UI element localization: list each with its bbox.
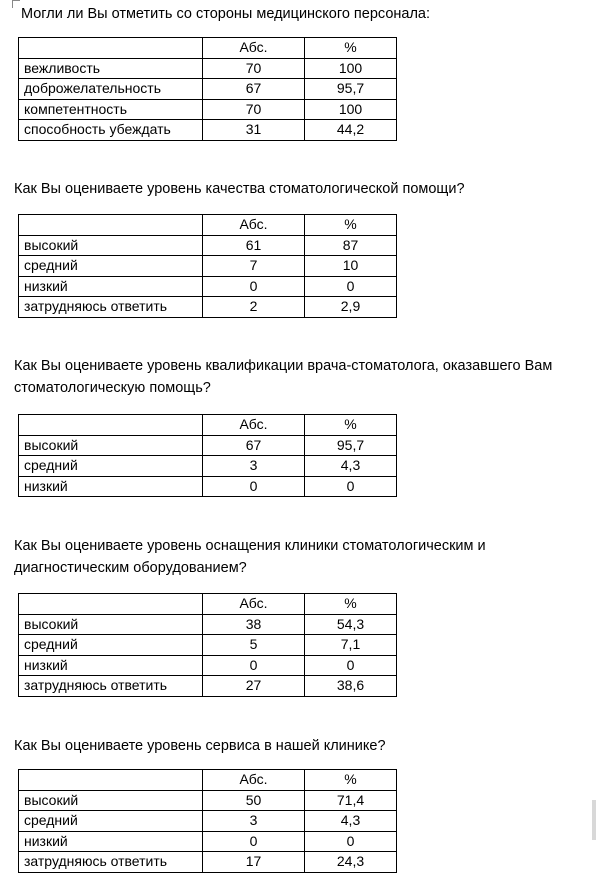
header-abs: Абс.: [203, 415, 305, 436]
row-label: низкий: [19, 276, 203, 297]
row-label: затрудняюсь ответить: [19, 676, 203, 697]
table-header-row: [19, 215, 397, 236]
header-abs: Абс.: [203, 594, 305, 615]
row-label: средний: [19, 811, 203, 832]
table-row: [19, 79, 397, 100]
row-label: высокий: [19, 790, 203, 811]
row-abs: 67: [203, 79, 305, 100]
table-row: [19, 120, 397, 141]
row-abs: 50: [203, 790, 305, 811]
row-label: высокий: [19, 235, 203, 256]
header-pct: %: [305, 594, 397, 615]
row-abs: 0: [203, 276, 305, 297]
table-row: [19, 831, 397, 852]
row-abs: 0: [203, 655, 305, 676]
row-pct: 2,9: [305, 297, 397, 318]
row-abs: 3: [203, 811, 305, 832]
table-row: [19, 99, 397, 120]
corner-mark: [12, 0, 20, 8]
row-pct: 0: [305, 831, 397, 852]
row-label: средний: [19, 635, 203, 656]
header-label-cell: [19, 770, 203, 791]
row-pct: 7,1: [305, 635, 397, 656]
header-label-cell: [19, 38, 203, 59]
row-abs: 67: [203, 435, 305, 456]
table-header-row: [19, 594, 397, 615]
table-row: [19, 456, 397, 477]
row-label: вежливость: [19, 58, 203, 79]
row-pct: 4,3: [305, 456, 397, 477]
question-2: Как Вы оцениваете уровень качества стоматологической помощи?: [14, 181, 465, 197]
table-5: [18, 769, 397, 873]
header-pct: %: [305, 770, 397, 791]
header-pct: %: [305, 215, 397, 236]
row-abs: 70: [203, 58, 305, 79]
header-pct: %: [305, 415, 397, 436]
table-4: [18, 593, 397, 697]
row-label: низкий: [19, 831, 203, 852]
row-pct: 10: [305, 256, 397, 277]
row-label: затрудняюсь ответить: [19, 297, 203, 318]
table-row: [19, 811, 397, 832]
row-abs: 0: [203, 476, 305, 497]
table-header-row: [19, 415, 397, 436]
row-pct: 0: [305, 476, 397, 497]
table-row: [19, 852, 397, 873]
row-abs: 2: [203, 297, 305, 318]
header-label-cell: [19, 415, 203, 436]
header-abs: Абс.: [203, 215, 305, 236]
question-3: Как Вы оцениваете уровень квалификации врача-стоматолога, оказавшего Вам стоматологическую помощь?: [14, 358, 553, 396]
header-abs: Абс.: [203, 38, 305, 59]
row-pct: 100: [305, 58, 397, 79]
row-label: доброжелательность: [19, 79, 203, 100]
row-pct: 71,4: [305, 790, 397, 811]
header-pct: %: [305, 38, 397, 59]
row-abs: 70: [203, 99, 305, 120]
row-abs: 5: [203, 635, 305, 656]
table-row: [19, 655, 397, 676]
table-1: [18, 37, 397, 141]
row-pct: 54,3: [305, 614, 397, 635]
row-label: высокий: [19, 435, 203, 456]
row-pct: 0: [305, 655, 397, 676]
row-pct: 87: [305, 235, 397, 256]
edge-artifact: [592, 800, 596, 840]
table-row: [19, 614, 397, 635]
row-pct: 100: [305, 99, 397, 120]
row-pct: 0: [305, 276, 397, 297]
table-3: [18, 414, 397, 497]
row-abs: 7: [203, 256, 305, 277]
table-header-row: [19, 770, 397, 791]
question-5: Как Вы оцениваете уровень сервиса в нашей клинике?: [14, 738, 386, 754]
row-abs: 61: [203, 235, 305, 256]
table-row: [19, 676, 397, 697]
row-abs: 0: [203, 831, 305, 852]
row-abs: 38: [203, 614, 305, 635]
header-label-cell: [19, 215, 203, 236]
table-row: [19, 635, 397, 656]
table-row: [19, 476, 397, 497]
table-row: [19, 297, 397, 318]
table-row: [19, 435, 397, 456]
row-pct: 95,7: [305, 435, 397, 456]
question-1: Могли ли Вы отметить со стороны медицинского персонала:: [21, 6, 431, 22]
row-label: высокий: [19, 614, 203, 635]
header-abs: Абс.: [203, 770, 305, 791]
row-pct: 44,2: [305, 120, 397, 141]
row-abs: 3: [203, 456, 305, 477]
table-row: [19, 276, 397, 297]
row-pct: 95,7: [305, 79, 397, 100]
row-label: низкий: [19, 476, 203, 497]
row-label: низкий: [19, 655, 203, 676]
row-abs: 27: [203, 676, 305, 697]
question-4: Как Вы оцениваете уровень оснащения клиники стоматологическим и диагностическим оборудованием?: [14, 538, 486, 576]
row-pct: 38,6: [305, 676, 397, 697]
row-pct: 24,3: [305, 852, 397, 873]
row-abs: 31: [203, 120, 305, 141]
table-header-row: [19, 38, 397, 59]
table-row: [19, 58, 397, 79]
row-label: затрудняюсь ответить: [19, 852, 203, 873]
row-pct: 4,3: [305, 811, 397, 832]
table-row: [19, 235, 397, 256]
row-label: средний: [19, 256, 203, 277]
table-2: [18, 214, 397, 318]
table-row: [19, 256, 397, 277]
row-label: компетентность: [19, 99, 203, 120]
table-row: [19, 790, 397, 811]
row-abs: 17: [203, 852, 305, 873]
row-label: средний: [19, 456, 203, 477]
header-label-cell: [19, 594, 203, 615]
row-label: способность убеждать: [19, 120, 203, 141]
